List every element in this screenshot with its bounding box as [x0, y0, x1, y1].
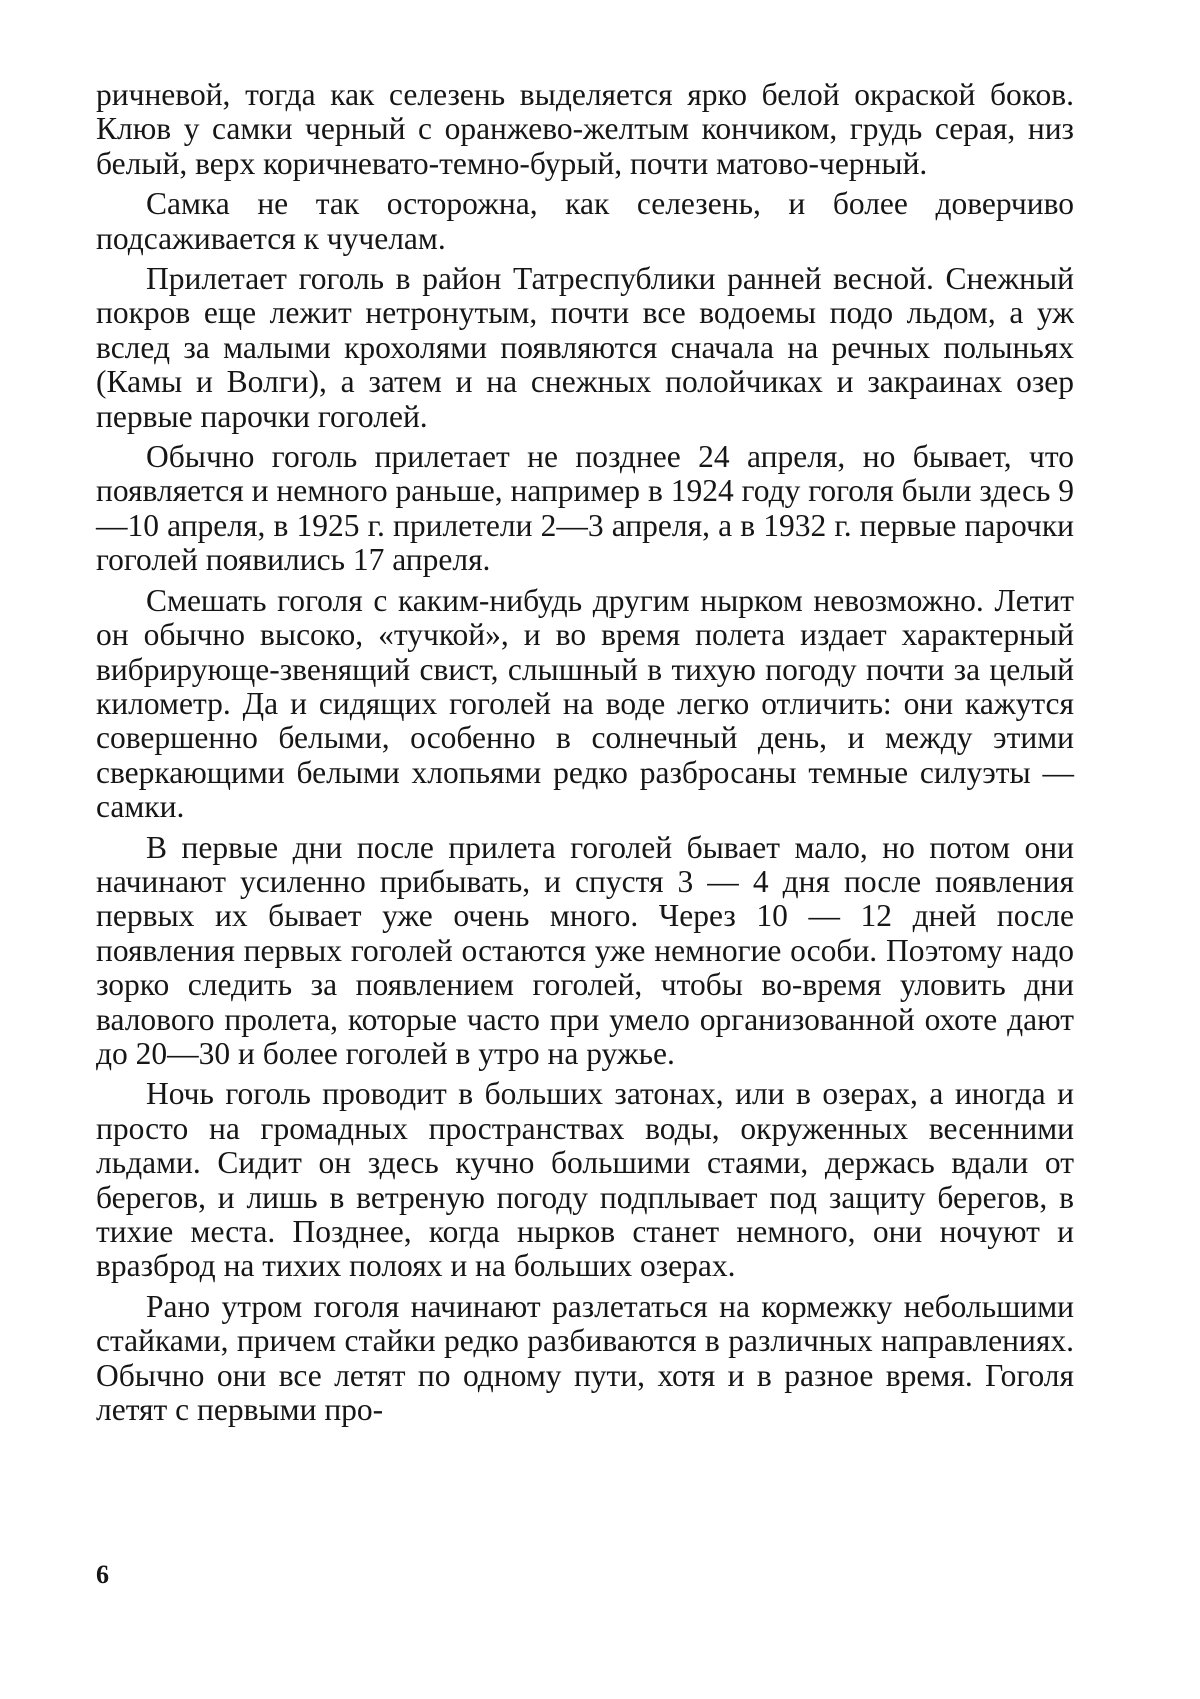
paragraph-4: Обычно гоголь прилетает не позднее 24 апреля, но бывает, что появляется и немного раньше, например в 1924 году гоголя были здесь 9—10 апреля, в 1925 г. прилетели 2—3 апреля, а в 1932 г. первые парочки гоголей появились 17 апреля. [96, 439, 1074, 578]
paragraph-6: В первые дни после прилета гоголей бывает мало, но потом они начинают усиленно прибывать, и спустя 3 — 4 дня после появления первых их бывает уже очень много. Через 10 — 12 дней после появления первых гоголей остаются уже немногие особи. Поэтому надо зорко следить за появлением гоголей, чтобы во-время уловить дни валового пролета, которые часто при умело организованной охоте дают до 20—30 и более гоголей в утро на ружье. [96, 829, 1074, 1071]
paragraph-1: ричневой, тогда как селезень выделяется ярко белой окраской боков. Клюв у самки черный с оранжево-желтым кончиком, грудь серая, низ белый, верх коричневато-темно-бурый, почти матово-черный. [96, 77, 1074, 181]
page-body-text [96, 78, 1074, 1433]
page-number: 6 [96, 1560, 109, 1589]
paragraph-5: Смешать гоголя с каким-нибудь другим нырком невозможно. Летит он обычно высоко, «тучкой», и во время полета издает характерный вибрирующе-звенящий свист, слышный в тихую погоду почти за целый километр. Да и сидящих гоголей на воде легко отличить: они кажутся совершенно белыми, особенно в солнечный день, и между этими сверкающими белыми хлопьями редко разбросаны темные силуэты — самки. [96, 582, 1074, 825]
paragraph-8: Рано утром гоголя начинают разлетаться на кормежку небольшими стайками, причем стайки редко разбиваются в различных направлениях. Обычно они все летят по одному пути, хотя и в разное время. Гоголя летят с первыми про- [96, 1288, 1074, 1428]
paragraph-2: Самка не так осторожна, как селезень, и более доверчиво подсаживается к чучелам. [96, 186, 1074, 256]
paragraph-7: Ночь гоголь проводит в больших затонах, или в озерах, а иногда и просто на громадных пространствах воды, окруженных весенними льдами. Сидит он здесь кучно большими стаями, держась вдали от берегов, и лишь в ветреную погоду подплывает под защиту берегов, в тихие места. Позднее, когда нырков станет немного, они ночуют и вразброд на тихих полоях и на больших озерах. [96, 1076, 1074, 1284]
paragraph-3: Прилетает гоголь в район Татреспублики ранней весной. Снежный покров еще лежит нетронутым, почти все водоемы подо льдом, а уж вслед за малыми крохолями появляются сначала на речных полыньях (Камы и Волги), а затем и на снежных полойчиках и закраинах озер первые парочки гоголей. [96, 261, 1074, 434]
